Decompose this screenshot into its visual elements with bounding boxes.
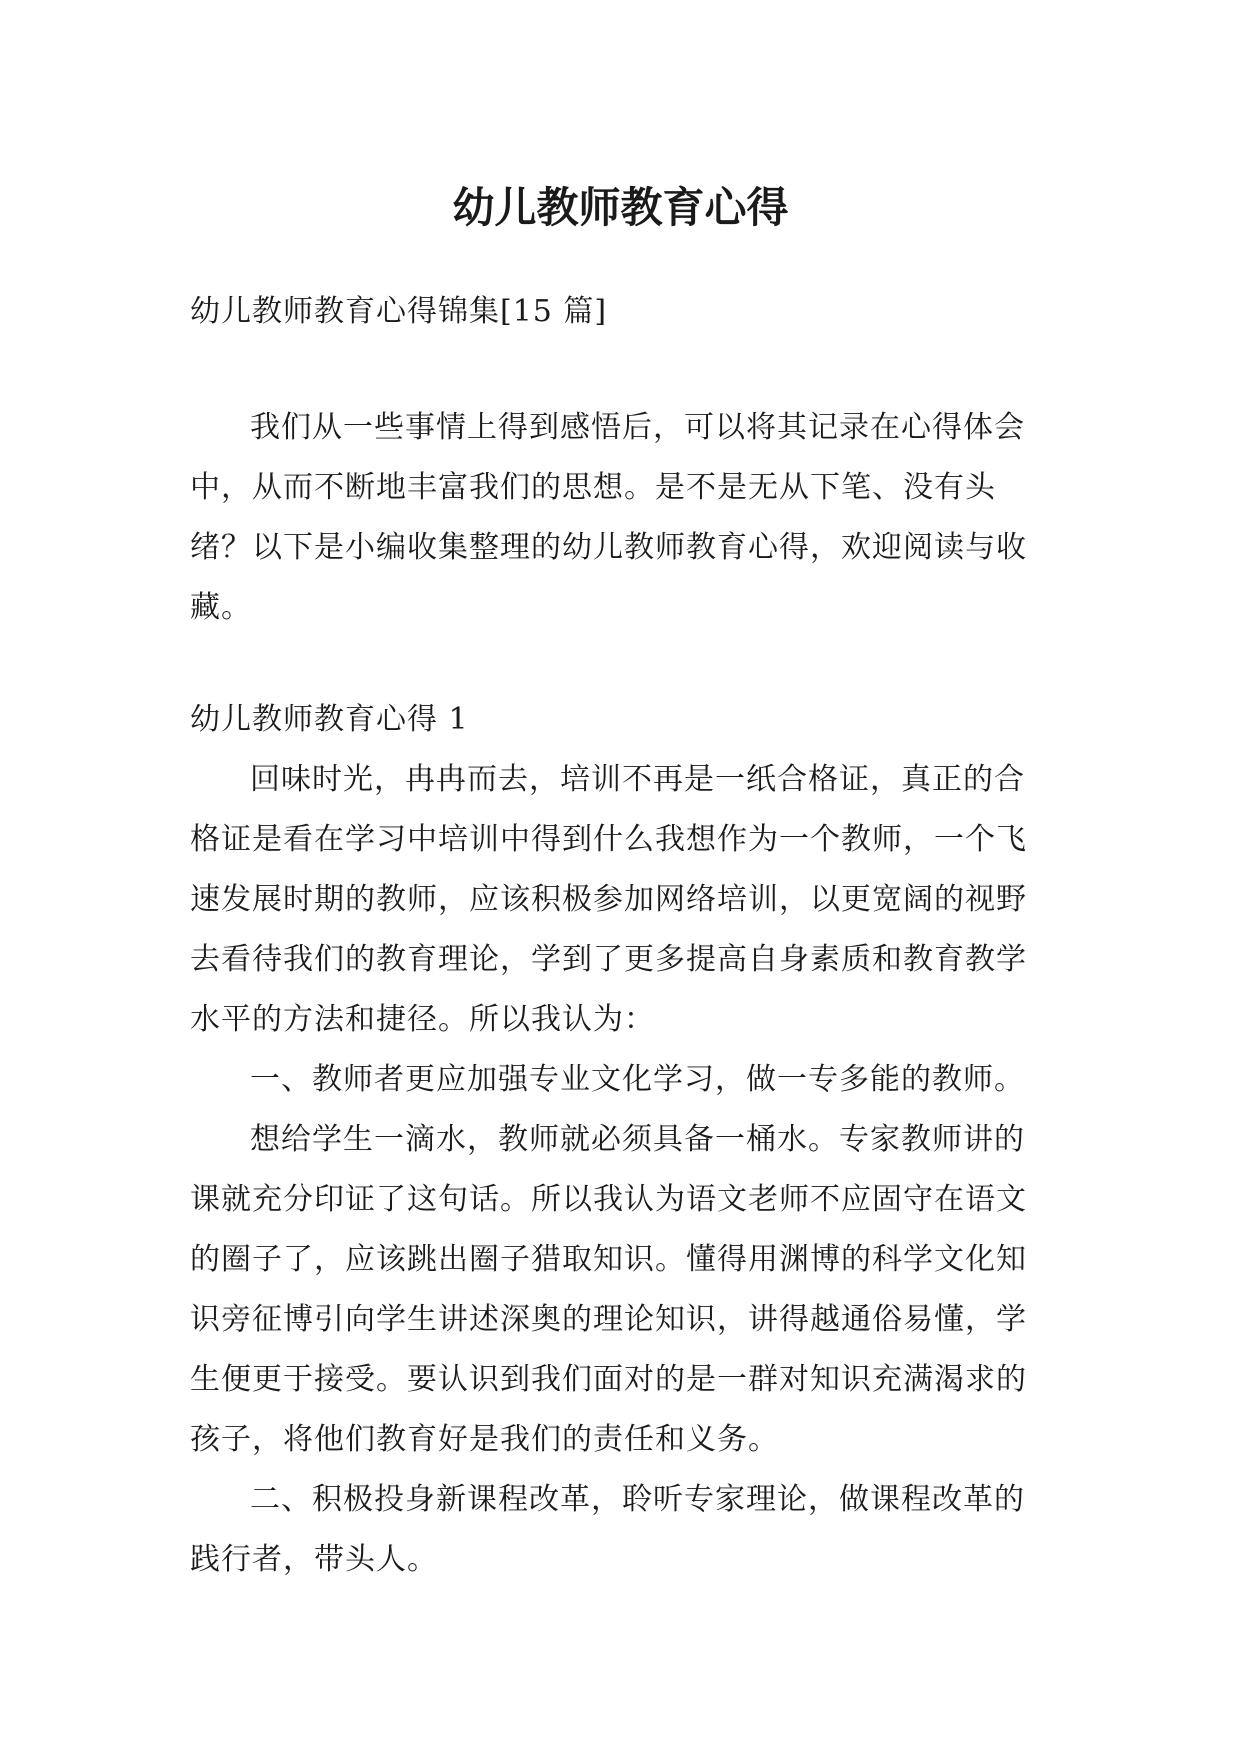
paragraph: 想给学生一滴水，教师就必须具备一桶水。专家教师讲的课就充分印证了这句话。所以我认为语文老师不应固守在语文的圈子了，应该跳出圈子猎取知识。懂得用渊博的科学文化知识旁征博引向学生讲述深奥的理论知识，讲得越通俗易懂，学生便更于接受。要认识到我们面对的是一群对知识充满渴求的孩子，将他们教育好是我们的责任和义务。 <box>190 1122 1027 1457</box>
intro-paragraph: 我们从一些事情上得到感悟后，可以将其记录在心得体会中，从而不断地丰富我们的思想。是不是无从下笔、没有头绪？以下是小编收集整理的幼儿教师教育心得，欢迎阅读与收藏。 <box>190 410 1027 625</box>
document-subtitle <box>190 282 1052 342</box>
document-title: 幼儿教师教育心得 <box>452 183 789 233</box>
section-heading: 幼儿教师教育心得 1 <box>190 702 469 737</box>
paragraph: 回味时光，冉冉而去，培训不再是一纸合格证，真正的合格证是看在学习中培训中得到什么我想作为一个教师，一个飞速发展时期的教师，应该积极参加网络培训，以更宽阔的视野去看待我们的教育理论，学到了更多提高自身素质和教育教学水平的方法和捷径。所以我认为： <box>190 762 1027 1037</box>
paragraph: 一、教师者更应加强专业文化学习，做一专多能的教师。 <box>250 1062 1025 1097</box>
intro-block <box>190 398 1052 638</box>
section-1 <box>190 690 1052 1590</box>
paragraph: 二、积极投身新课程改革，聆听专家理论，做课程改革的践行者，带头人。 <box>190 1482 1025 1577</box>
subtitle-text: 幼儿教师教育心得锦集[15 篇] <box>190 294 608 329</box>
